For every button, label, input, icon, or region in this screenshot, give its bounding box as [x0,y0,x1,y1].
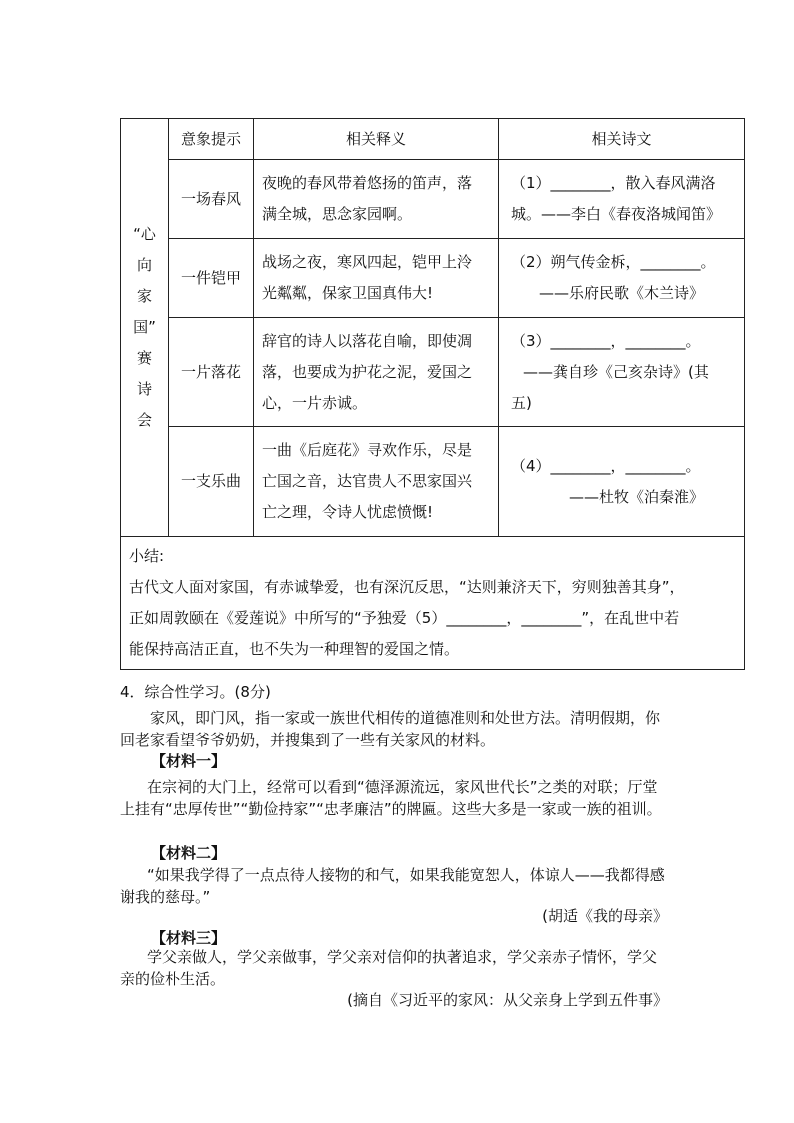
question-title: 4．综合性学习。(8分) [120,683,271,701]
verse-line: ——龚自珍《己亥杂诗》(其 [523,362,709,381]
material1-heading: 【材料一】 [151,752,227,770]
event-label-line: 会 [136,411,152,429]
event-label-line: “心 [133,225,156,243]
summary-line[interactable]: 正如周敦颐在《爱莲说》中所写的“予独爱（5）________，________”，在乱世中若 [129,609,680,627]
explanation-line: 落，也要成为护花之泥，爱国之 [262,362,473,381]
summary-label: 小结: [129,547,165,565]
verse-cell [499,239,745,318]
image-hint-cell: 一场春风 [169,160,254,239]
summary-line: 能保持高洁正直，也不失为一种理智的爱国之情。 [129,640,460,658]
material3-heading: 【材料三】 [151,929,227,947]
summary-line: 古代文人面对家国，有赤诚挚爱，也有深沉反思，“达则兼济天下，穷则独善其身”， [129,578,685,596]
verse-line[interactable]: （3）________，________。 [511,331,701,350]
header-image-hint: 意象提示 [169,119,254,160]
header-explanation: 相关释义 [254,119,499,160]
explanation-cell [254,318,499,427]
event-label-line: 向家 [136,256,152,305]
explanation-line: 光粼粼，保家卫国真伟大! [262,284,434,302]
material1-text: 在宗祠的大门上，经常可以看到“德泽源流远，家风世代长”之类的对联；厅堂上挂有“忠厚传世”“勤俭持家”“忠孝廉洁”的牌匾。这些大多是一家或一族的祖训。 [120,778,662,818]
material3-text: 学父亲做人，学父亲做事，学父亲对信仰的执著追求，学父亲赤子情怀，学父亲的俭朴生活。 [120,948,658,988]
explanation-line: 夜晚的春风带着悠扬的笛声，落 [262,174,473,192]
verse-line: 城。——李白《春夜洛城闻笛》 [511,205,722,223]
explanation-cell [254,427,499,537]
explanation-line: 战场之夜，寒风四起，铠甲上泠 [262,253,473,271]
verse-line: ——乐府民歌《木兰诗》 [539,284,705,302]
material2-heading: 【材料二】 [151,844,227,862]
material3-source: (摘自《习近平的家风：从父亲身上学到五件事》 [347,991,668,1009]
table-row [121,239,745,318]
verse-cell [499,427,745,537]
table-row [121,318,745,427]
verse-line[interactable]: （1）________，散入春风满洛 [511,174,716,192]
verse-cell [499,318,745,427]
explanation-cell [254,160,499,239]
image-hint-cell: 一件铠甲 [169,239,254,318]
summary-cell [121,537,745,670]
explanation-line: 心，一片赤诚。 [262,393,368,412]
explanation-line: 辞官的诗人以落花自喻，即使凋 [262,331,473,350]
explanation-line: 亡之理，令诗人忧虑愤慨! [262,503,434,521]
verse-line: ——杜牧《泊秦淮》 [569,487,705,506]
explanation-line: 一曲《后庭花》寻欢作乐，尽是 [262,441,473,459]
image-hint-cell: 一支乐曲 [169,427,254,537]
material2-text: “如果我学得了一点点待人接物的和气，如果我能宽恕人，体谅人——我都得感谢我的慈母。” [120,866,665,906]
explanation-cell [254,239,499,318]
verse-line[interactable]: （4）________，________。 [511,456,701,475]
event-label-line: 国” [133,318,156,336]
table-row [121,160,745,239]
explanation-line: 满全城，思念家园啊。 [262,205,413,223]
question-intro: 家风，即门风，指一家或一族世代相传的道德准则和处世方法。清明假期，你回老家看望爷爷奶奶，并搜集到了一些有关家风的材料。 [120,709,661,749]
verse-line[interactable]: （2）朔气传金柝，________。 [511,253,716,271]
material2-source: (胡适《我的母亲》 [542,907,668,925]
image-hint-cell: 一片落花 [169,318,254,427]
event-label-cell [121,119,169,537]
explanation-line: 亡国之音，达官贵人不思家国兴 [262,472,473,490]
header-verse: 相关诗文 [499,119,745,160]
poetry-table [120,118,745,670]
table-row [121,427,745,537]
event-label-line: 赛诗 [136,349,152,398]
verse-line: 五) [511,393,532,412]
verse-cell [499,160,745,239]
summary-row [121,537,745,670]
